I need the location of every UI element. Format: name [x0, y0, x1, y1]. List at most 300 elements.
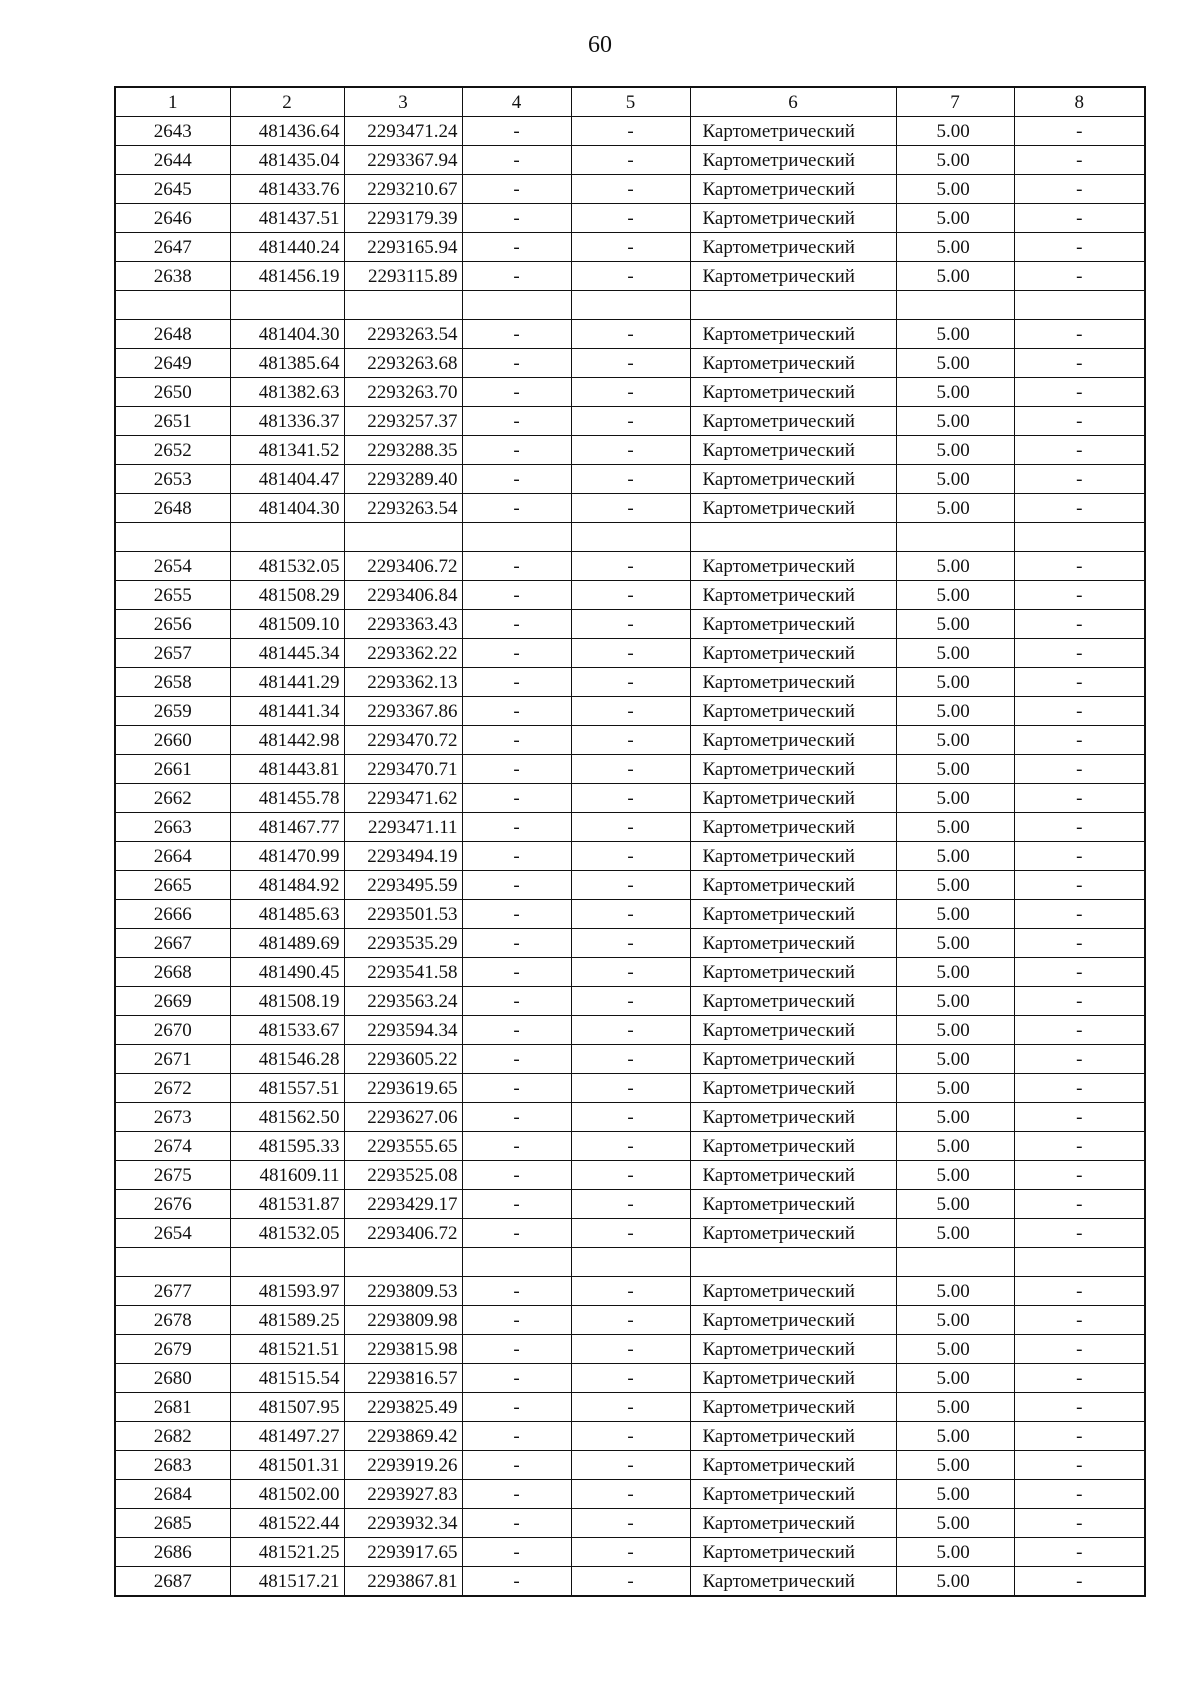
y-coordinate-cell: 2293501.53 [344, 900, 462, 929]
accuracy-cell: 5.00 [896, 262, 1014, 291]
column-8-cell: - [1014, 842, 1145, 871]
y-coordinate-cell: 2293919.26 [344, 1451, 462, 1480]
column-5-cell: - [571, 900, 690, 929]
y-coordinate-cell: 2293470.71 [344, 755, 462, 784]
column-5-cell: - [571, 233, 690, 262]
column-5-cell: - [571, 1277, 690, 1306]
table-row [115, 1277, 1145, 1306]
column-4-cell: - [462, 784, 571, 813]
y-coordinate-cell: 2293179.39 [344, 204, 462, 233]
method-cell [690, 1248, 896, 1277]
method-cell: Картометрический [690, 320, 896, 349]
table-row [115, 610, 1145, 639]
method-cell: Картометрический [690, 494, 896, 523]
column-4-cell: - [462, 1451, 571, 1480]
accuracy-cell: 5.00 [896, 581, 1014, 610]
column-5-cell: - [571, 1567, 690, 1597]
method-cell: Картометрический [690, 639, 896, 668]
y-coordinate-cell: 2293257.37 [344, 407, 462, 436]
method-cell: Картометрический [690, 668, 896, 697]
point-number-cell: 2676 [115, 1190, 230, 1219]
column-header: 5 [571, 87, 690, 117]
x-coordinate-cell [230, 291, 344, 320]
column-5-cell: - [571, 784, 690, 813]
accuracy-cell: 5.00 [896, 1045, 1014, 1074]
method-cell: Картометрический [690, 697, 896, 726]
column-8-cell [1014, 291, 1145, 320]
y-coordinate-cell: 2293367.86 [344, 697, 462, 726]
column-5-cell: - [571, 1393, 690, 1422]
column-8-cell: - [1014, 639, 1145, 668]
point-number-cell: 2679 [115, 1335, 230, 1364]
accuracy-cell: 5.00 [896, 1480, 1014, 1509]
point-number-cell: 2661 [115, 755, 230, 784]
column-5-cell: - [571, 1074, 690, 1103]
column-5-cell: - [571, 1538, 690, 1567]
point-number-cell: 2648 [115, 320, 230, 349]
table-row [115, 349, 1145, 378]
column-8-cell: - [1014, 929, 1145, 958]
column-5-cell: - [571, 407, 690, 436]
column-4-cell: - [462, 639, 571, 668]
table-row [115, 291, 1145, 320]
column-5-cell: - [571, 1045, 690, 1074]
accuracy-cell: 5.00 [896, 407, 1014, 436]
table-row [115, 755, 1145, 784]
x-coordinate-cell [230, 1248, 344, 1277]
table-row [115, 320, 1145, 349]
method-cell: Картометрический [690, 262, 896, 291]
point-number-cell: 2669 [115, 987, 230, 1016]
x-coordinate-cell: 481517.21 [230, 1567, 344, 1597]
column-8-cell: - [1014, 610, 1145, 639]
accuracy-cell: 5.00 [896, 1509, 1014, 1538]
column-8-cell: - [1014, 1567, 1145, 1597]
method-cell: Картометрический [690, 204, 896, 233]
point-number-cell: 2651 [115, 407, 230, 436]
column-header: 8 [1014, 87, 1145, 117]
point-number-cell: 2663 [115, 813, 230, 842]
table-row [115, 1335, 1145, 1364]
table-row [115, 1538, 1145, 1567]
y-coordinate-cell: 2293289.40 [344, 465, 462, 494]
accuracy-cell: 5.00 [896, 958, 1014, 987]
column-5-cell: - [571, 436, 690, 465]
method-cell: Картометрический [690, 755, 896, 784]
accuracy-cell: 5.00 [896, 1277, 1014, 1306]
point-number-cell: 2687 [115, 1567, 230, 1597]
accuracy-cell: 5.00 [896, 1364, 1014, 1393]
column-8-cell [1014, 1248, 1145, 1277]
method-cell: Картометрический [690, 871, 896, 900]
accuracy-cell: 5.00 [896, 813, 1014, 842]
table-row [115, 697, 1145, 726]
x-coordinate-cell: 481441.34 [230, 697, 344, 726]
table-row [115, 1016, 1145, 1045]
accuracy-cell: 5.00 [896, 117, 1014, 146]
accuracy-cell: 5.00 [896, 1393, 1014, 1422]
point-number-cell: 2675 [115, 1161, 230, 1190]
column-8-cell: - [1014, 378, 1145, 407]
table-row [115, 1248, 1145, 1277]
method-cell: Картометрический [690, 610, 896, 639]
point-number-cell: 2652 [115, 436, 230, 465]
column-8-cell: - [1014, 784, 1145, 813]
point-number-cell: 2656 [115, 610, 230, 639]
column-header: 3 [344, 87, 462, 117]
column-4-cell: - [462, 697, 571, 726]
column-5-cell: - [571, 552, 690, 581]
column-4-cell: - [462, 900, 571, 929]
column-5-cell: - [571, 1335, 690, 1364]
y-coordinate-cell: 2293363.43 [344, 610, 462, 639]
column-5-cell: - [571, 1364, 690, 1393]
method-cell: Картометрический [690, 146, 896, 175]
x-coordinate-cell: 481341.52 [230, 436, 344, 465]
y-coordinate-cell: 2293406.72 [344, 552, 462, 581]
accuracy-cell: 5.00 [896, 1161, 1014, 1190]
column-8-cell: - [1014, 1335, 1145, 1364]
x-coordinate-cell: 481467.77 [230, 813, 344, 842]
x-coordinate-cell: 481509.10 [230, 610, 344, 639]
accuracy-cell: 5.00 [896, 1538, 1014, 1567]
column-5-cell: - [571, 1306, 690, 1335]
x-coordinate-cell: 481455.78 [230, 784, 344, 813]
point-number-cell: 2659 [115, 697, 230, 726]
column-4-cell: - [462, 1364, 571, 1393]
point-number-cell: 2671 [115, 1045, 230, 1074]
point-number-cell: 2649 [115, 349, 230, 378]
accuracy-cell: 5.00 [896, 1306, 1014, 1335]
method-cell: Картометрический [690, 465, 896, 494]
column-8-cell: - [1014, 320, 1145, 349]
accuracy-cell: 5.00 [896, 146, 1014, 175]
x-coordinate-cell: 481521.51 [230, 1335, 344, 1364]
method-cell: Картометрический [690, 233, 896, 262]
table-row [115, 1422, 1145, 1451]
accuracy-cell: 5.00 [896, 233, 1014, 262]
column-4-cell: - [462, 1132, 571, 1161]
column-5-cell [571, 291, 690, 320]
accuracy-cell: 5.00 [896, 349, 1014, 378]
column-4-cell: - [462, 1074, 571, 1103]
column-4-cell: - [462, 378, 571, 407]
column-5-cell: - [571, 581, 690, 610]
y-coordinate-cell: 2293115.89 [344, 262, 462, 291]
column-8-cell: - [1014, 1016, 1145, 1045]
x-coordinate-cell: 481546.28 [230, 1045, 344, 1074]
y-coordinate-cell: 2293471.62 [344, 784, 462, 813]
table-row [115, 1480, 1145, 1509]
column-8-cell [1014, 523, 1145, 552]
accuracy-cell: 5.00 [896, 1335, 1014, 1364]
accuracy-cell: 5.00 [896, 929, 1014, 958]
x-coordinate-cell: 481521.25 [230, 1538, 344, 1567]
column-5-cell: - [571, 755, 690, 784]
x-coordinate-cell: 481490.45 [230, 958, 344, 987]
accuracy-cell: 5.00 [896, 610, 1014, 639]
y-coordinate-cell: 2293932.34 [344, 1509, 462, 1538]
point-number-cell: 2654 [115, 552, 230, 581]
table-row [115, 552, 1145, 581]
table-row [115, 1567, 1145, 1597]
header-row [115, 87, 1145, 117]
column-5-cell: - [571, 987, 690, 1016]
column-header: 1 [115, 87, 230, 117]
x-coordinate-cell: 481557.51 [230, 1074, 344, 1103]
point-number-cell: 2681 [115, 1393, 230, 1422]
column-4-cell: - [462, 1016, 571, 1045]
column-4-cell: - [462, 320, 571, 349]
column-4-cell: - [462, 1335, 571, 1364]
method-cell: Картометрический [690, 1567, 896, 1597]
point-number-cell: 2644 [115, 146, 230, 175]
point-number-cell: 2662 [115, 784, 230, 813]
coordinates-table [114, 86, 1146, 1597]
column-8-cell: - [1014, 987, 1145, 1016]
column-8-cell: - [1014, 349, 1145, 378]
page-number: 60 [588, 32, 612, 58]
point-number-cell: 2678 [115, 1306, 230, 1335]
column-8-cell: - [1014, 117, 1145, 146]
column-8-cell: - [1014, 1045, 1145, 1074]
accuracy-cell: 5.00 [896, 436, 1014, 465]
x-coordinate-cell: 481404.30 [230, 320, 344, 349]
column-4-cell: - [462, 726, 571, 755]
accuracy-cell: 5.00 [896, 668, 1014, 697]
method-cell: Картометрический [690, 1509, 896, 1538]
table-row [115, 987, 1145, 1016]
column-4-cell: - [462, 610, 571, 639]
accuracy-cell: 5.00 [896, 1016, 1014, 1045]
x-coordinate-cell: 481440.24 [230, 233, 344, 262]
point-number-cell: 2677 [115, 1277, 230, 1306]
column-8-cell: - [1014, 407, 1145, 436]
x-coordinate-cell: 481485.63 [230, 900, 344, 929]
column-8-cell: - [1014, 1277, 1145, 1306]
column-4-cell: - [462, 842, 571, 871]
column-4-cell: - [462, 958, 571, 987]
point-number-cell: 2686 [115, 1538, 230, 1567]
column-4-cell: - [462, 871, 571, 900]
point-number-cell: 2667 [115, 929, 230, 958]
table-row [115, 204, 1145, 233]
method-cell: Картометрический [690, 407, 896, 436]
point-number-cell [115, 291, 230, 320]
y-coordinate-cell: 2293362.22 [344, 639, 462, 668]
column-5-cell: - [571, 262, 690, 291]
column-5-cell: - [571, 494, 690, 523]
y-coordinate-cell [344, 523, 462, 552]
x-coordinate-cell: 481435.04 [230, 146, 344, 175]
method-cell: Картометрический [690, 1103, 896, 1132]
table-row [115, 494, 1145, 523]
x-coordinate-cell: 481436.64 [230, 117, 344, 146]
method-cell: Картометрический [690, 1277, 896, 1306]
column-4-cell: - [462, 1103, 571, 1132]
method-cell: Картометрический [690, 813, 896, 842]
column-8-cell: - [1014, 871, 1145, 900]
x-coordinate-cell: 481508.29 [230, 581, 344, 610]
column-header: 4 [462, 87, 571, 117]
column-8-cell: - [1014, 726, 1145, 755]
x-coordinate-cell: 481508.19 [230, 987, 344, 1016]
column-5-cell: - [571, 813, 690, 842]
point-number-cell: 2674 [115, 1132, 230, 1161]
y-coordinate-cell: 2293406.72 [344, 1219, 462, 1248]
column-8-cell: - [1014, 668, 1145, 697]
accuracy-cell: 5.00 [896, 378, 1014, 407]
point-number-cell: 2654 [115, 1219, 230, 1248]
method-cell: Картометрический [690, 842, 896, 871]
point-number-cell: 2657 [115, 639, 230, 668]
x-coordinate-cell: 481336.37 [230, 407, 344, 436]
point-number-cell: 2643 [115, 117, 230, 146]
column-4-cell: - [462, 1538, 571, 1567]
method-cell: Картометрический [690, 1451, 896, 1480]
x-coordinate-cell: 481515.54 [230, 1364, 344, 1393]
y-coordinate-cell: 2293555.65 [344, 1132, 462, 1161]
column-4-cell: - [462, 813, 571, 842]
accuracy-cell: 5.00 [896, 1219, 1014, 1248]
accuracy-cell [896, 523, 1014, 552]
column-4-cell: - [462, 175, 571, 204]
method-cell: Картометрический [690, 1132, 896, 1161]
column-8-cell: - [1014, 697, 1145, 726]
x-coordinate-cell: 481404.30 [230, 494, 344, 523]
point-number-cell: 2660 [115, 726, 230, 755]
method-cell: Картометрический [690, 1306, 896, 1335]
point-number-cell: 2673 [115, 1103, 230, 1132]
column-4-cell: - [462, 552, 571, 581]
column-5-cell: - [571, 146, 690, 175]
table-row [115, 813, 1145, 842]
column-8-cell: - [1014, 1161, 1145, 1190]
point-number-cell: 2655 [115, 581, 230, 610]
column-5-cell: - [571, 958, 690, 987]
accuracy-cell: 5.00 [896, 1451, 1014, 1480]
column-4-cell: - [462, 1509, 571, 1538]
column-8-cell: - [1014, 900, 1145, 929]
table-row [115, 378, 1145, 407]
column-8-cell: - [1014, 1393, 1145, 1422]
table-row [115, 233, 1145, 262]
method-cell: Картометрический [690, 726, 896, 755]
y-coordinate-cell: 2293605.22 [344, 1045, 462, 1074]
column-5-cell: - [571, 1509, 690, 1538]
column-5-cell: - [571, 639, 690, 668]
column-4-cell: - [462, 581, 571, 610]
column-8-cell: - [1014, 465, 1145, 494]
y-coordinate-cell: 2293627.06 [344, 1103, 462, 1132]
accuracy-cell: 5.00 [896, 1567, 1014, 1597]
column-8-cell: - [1014, 436, 1145, 465]
column-4-cell: - [462, 233, 571, 262]
accuracy-cell: 5.00 [896, 697, 1014, 726]
column-5-cell: - [571, 204, 690, 233]
accuracy-cell [896, 291, 1014, 320]
accuracy-cell: 5.00 [896, 494, 1014, 523]
x-coordinate-cell: 481497.27 [230, 1422, 344, 1451]
column-header: 7 [896, 87, 1014, 117]
y-coordinate-cell: 2293809.53 [344, 1277, 462, 1306]
y-coordinate-cell: 2293263.70 [344, 378, 462, 407]
column-8-cell: - [1014, 1190, 1145, 1219]
column-5-cell: - [571, 465, 690, 494]
method-cell: Картометрический [690, 552, 896, 581]
table-row [115, 436, 1145, 465]
point-number-cell: 2664 [115, 842, 230, 871]
column-8-cell: - [1014, 494, 1145, 523]
table-row [115, 1219, 1145, 1248]
accuracy-cell: 5.00 [896, 871, 1014, 900]
point-number-cell: 2648 [115, 494, 230, 523]
column-4-cell: - [462, 349, 571, 378]
y-coordinate-cell: 2293815.98 [344, 1335, 462, 1364]
y-coordinate-cell: 2293362.13 [344, 668, 462, 697]
column-5-cell: - [571, 320, 690, 349]
method-cell: Картометрический [690, 958, 896, 987]
column-4-cell: - [462, 262, 571, 291]
point-number-cell: 2653 [115, 465, 230, 494]
column-8-cell: - [1014, 1509, 1145, 1538]
point-number-cell: 2650 [115, 378, 230, 407]
y-coordinate-cell: 2293165.94 [344, 233, 462, 262]
column-4-cell [462, 523, 571, 552]
x-coordinate-cell: 481385.64 [230, 349, 344, 378]
column-8-cell: - [1014, 233, 1145, 262]
y-coordinate-cell: 2293406.84 [344, 581, 462, 610]
column-4-cell [462, 291, 571, 320]
point-number-cell: 2658 [115, 668, 230, 697]
table-row [115, 1074, 1145, 1103]
y-coordinate-cell: 2293470.72 [344, 726, 462, 755]
point-number-cell: 2682 [115, 1422, 230, 1451]
column-4-cell: - [462, 1480, 571, 1509]
column-header: 6 [690, 87, 896, 117]
column-4-cell: - [462, 465, 571, 494]
accuracy-cell: 5.00 [896, 784, 1014, 813]
x-coordinate-cell: 481532.05 [230, 552, 344, 581]
column-5-cell: - [571, 1480, 690, 1509]
y-coordinate-cell: 2293563.24 [344, 987, 462, 1016]
method-cell: Картометрический [690, 1074, 896, 1103]
y-coordinate-cell: 2293867.81 [344, 1567, 462, 1597]
column-4-cell [462, 1248, 571, 1277]
column-8-cell: - [1014, 1219, 1145, 1248]
table-row [115, 1509, 1145, 1538]
x-coordinate-cell: 481382.63 [230, 378, 344, 407]
method-cell: Картометрический [690, 117, 896, 146]
x-coordinate-cell: 481443.81 [230, 755, 344, 784]
x-coordinate-cell [230, 523, 344, 552]
table-row [115, 1190, 1145, 1219]
y-coordinate-cell: 2293263.68 [344, 349, 462, 378]
accuracy-cell: 5.00 [896, 1074, 1014, 1103]
column-5-cell: - [571, 842, 690, 871]
column-4-cell: - [462, 1219, 571, 1248]
x-coordinate-cell: 481441.29 [230, 668, 344, 697]
table-row [115, 900, 1145, 929]
table-row [115, 1306, 1145, 1335]
x-coordinate-cell: 481562.50 [230, 1103, 344, 1132]
column-4-cell: - [462, 494, 571, 523]
column-4-cell: - [462, 117, 571, 146]
accuracy-cell: 5.00 [896, 1190, 1014, 1219]
column-4-cell: - [462, 929, 571, 958]
y-coordinate-cell: 2293535.29 [344, 929, 462, 958]
y-coordinate-cell: 2293210.67 [344, 175, 462, 204]
